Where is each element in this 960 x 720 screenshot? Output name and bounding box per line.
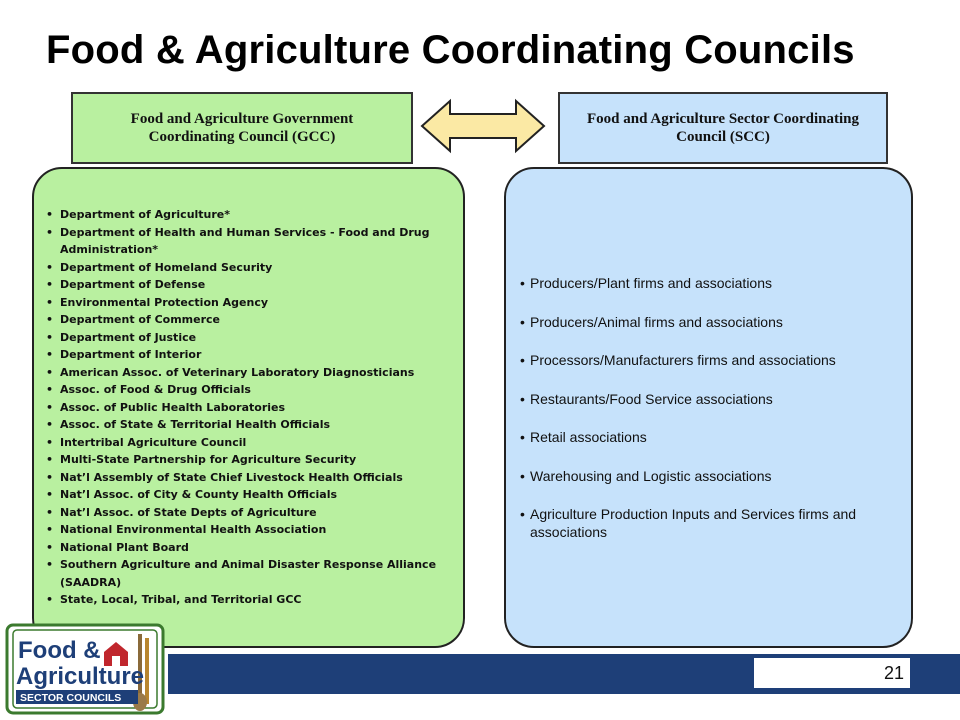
food-agriculture-sector-councils-logo: [4, 622, 166, 716]
gcc-member-item: • Department of Commerce: [46, 311, 456, 329]
scc-member-list: [520, 274, 905, 562]
gcc-member-item: • Assoc. of Public Health Laboratories: [46, 399, 456, 417]
gcc-member-item: • Department of Justice: [46, 329, 456, 347]
scc-header-text: Food and Agriculture Sector Coordinating Council (SCC): [587, 111, 859, 145]
scc-member-item: • Processors/Manufacturers firms and associations: [520, 351, 905, 369]
logo-line3: SECTOR COUNCILS: [20, 692, 122, 704]
gcc-member-item: • Department of Defense: [46, 276, 456, 294]
double-arrow-icon: [420, 98, 546, 154]
gcc-member-item: • Southern Agriculture and Animal Disaster Response Alliance (SAADRA): [46, 556, 456, 591]
scc-member-item: • Agriculture Production Inputs and Services firms and associations: [520, 505, 905, 541]
gcc-member-item: • Department of Homeland Security: [46, 259, 456, 277]
gcc-member-list: [46, 206, 456, 609]
gcc-members-panel: [32, 167, 465, 648]
gcc-member-item: • Nat’l Assoc. of City & County Health Officials: [46, 486, 456, 504]
gcc-member-item: • Nat’l Assoc. of State Depts of Agriculture: [46, 504, 456, 522]
gcc-member-item: • Multi-State Partnership for Agriculture Security: [46, 451, 456, 469]
gcc-member-item: • National Plant Board: [46, 539, 456, 557]
gcc-member-item: • Nat’l Assembly of State Chief Livestock Health Officials: [46, 469, 456, 487]
logo-line1: Food &: [18, 637, 101, 664]
scc-member-item: • Retail associations: [520, 428, 905, 446]
gcc-header-box: [71, 92, 413, 164]
scc-members-panel: [504, 167, 913, 648]
gcc-member-item: • Assoc. of State & Territorial Health Officials: [46, 416, 456, 434]
page-number: 21: [754, 658, 910, 688]
scc-member-item: • Restaurants/Food Service associations: [520, 390, 905, 408]
gcc-member-item: • American Assoc. of Veterinary Laboratory Diagnosticians: [46, 364, 456, 382]
scc-member-item: • Producers/Animal firms and associations: [520, 313, 905, 331]
gcc-member-item: • Department of Agriculture*: [46, 206, 456, 224]
gcc-member-item: • State, Local, Tribal, and Territorial GCC: [46, 591, 456, 609]
gcc-member-item: • National Environmental Health Association: [46, 521, 456, 539]
scc-header-box: [558, 92, 888, 164]
gcc-member-item: • Department of Health and Human Services - Food and Drug Administration*: [46, 224, 456, 259]
gcc-member-item: • Assoc. of Food & Drug Officials: [46, 381, 456, 399]
scc-member-item: • Warehousing and Logistic associations: [520, 467, 905, 485]
slide-title: Food & Agriculture Coordinating Councils: [46, 28, 855, 72]
gcc-member-item: • Intertribal Agriculture Council: [46, 434, 456, 452]
scc-member-item: • Producers/Plant firms and associations: [520, 274, 905, 292]
gcc-member-item: • Department of Interior: [46, 346, 456, 364]
gcc-header-text: Food and Agriculture Government Coordinating Council (GCC): [130, 111, 354, 145]
logo-line2: Agriculture: [16, 663, 145, 690]
gcc-member-item: • Environmental Protection Agency: [46, 294, 456, 312]
